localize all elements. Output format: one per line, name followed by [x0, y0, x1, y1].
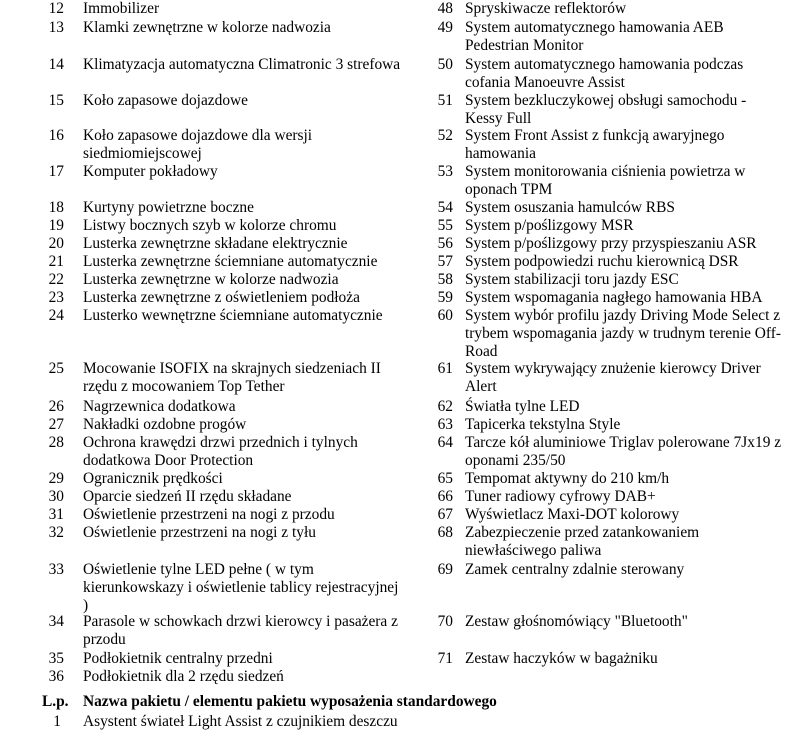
lp-header: L.p. [42, 693, 69, 710]
package-name-header: Nazwa pakietu / elementu pakietu wyposażenia standardowego [83, 693, 497, 710]
